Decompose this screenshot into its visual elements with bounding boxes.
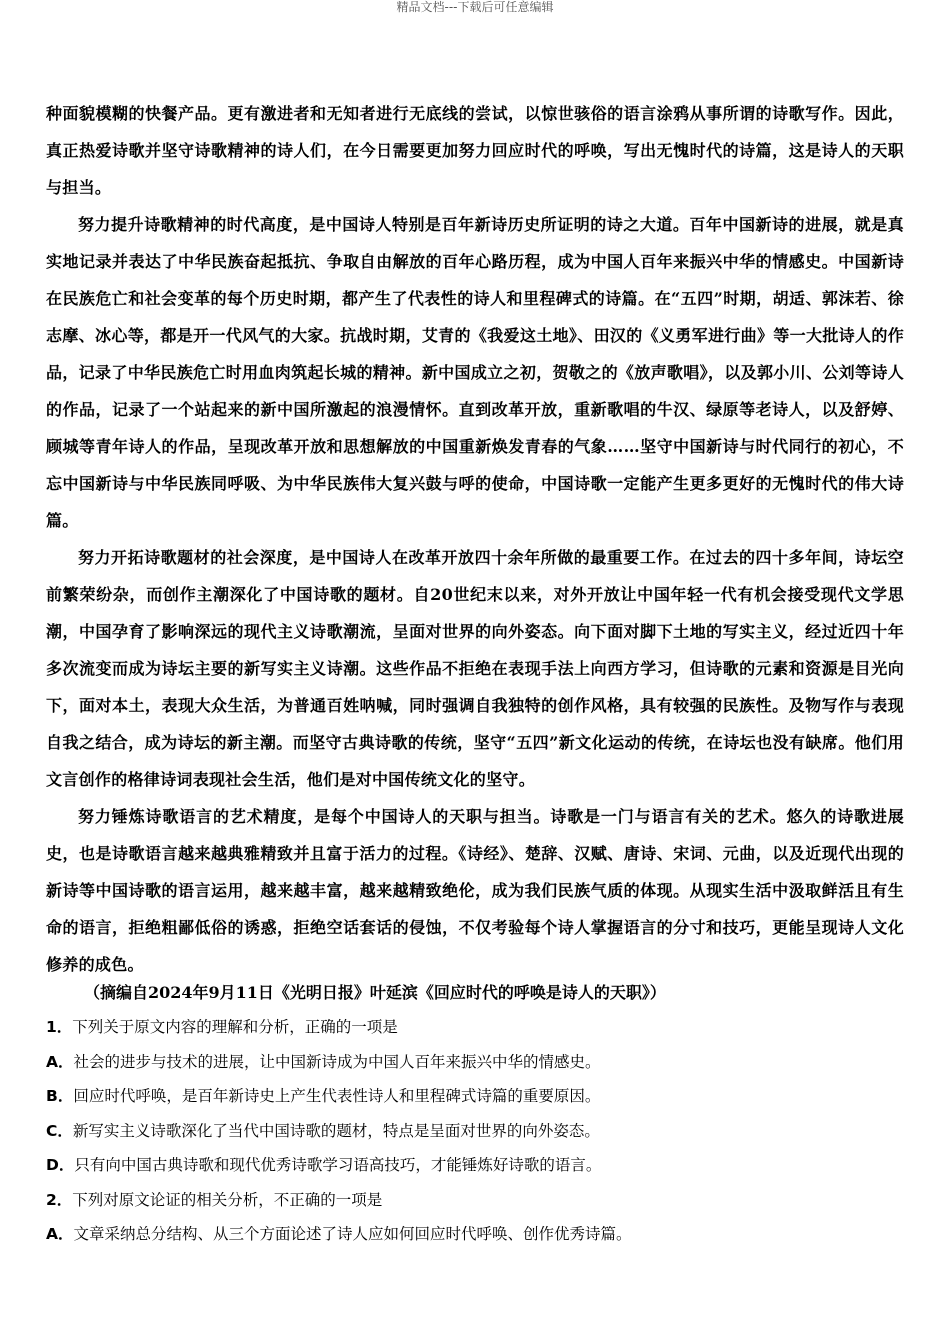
question-stem — [46, 1010, 904, 1045]
option-letter: C． — [46, 1121, 73, 1140]
page-header: 精品文档---下载后可任意编辑 — [396, 0, 554, 14]
option-letter: B． — [46, 1087, 74, 1105]
option-text: 文章采纳总分结构、从三个方面论述了诗人应如何回应时代呼唤、创作优秀诗篇。 — [73, 1225, 632, 1243]
article-paragraph: 努力锤炼诗歌语言的艺术精度，是每个中国诗人的天职与担当。诗歌是一门与语言有关的艺术。悠久的诗歌进展史，也是诗歌语言越来越典雅精致并且富于活力的过程。《诗经》、楚辞、汉赋、唐诗、宋词、元曲，以及近现代出现的新诗等中国诗歌的语言运用，越来越丰富，越来越精致绝伦，成为我们民族气质的体现。从现实生活中汲取鲜活且有生命的语言，拒绝粗鄙低俗的诱惑，拒绝空话套话的侵蚀，不仅考验每个诗人掌握语言的分寸和技巧，更能呈现诗人文化修养的成色。 — [46, 807, 904, 974]
question-text: 下列关于原文内容的理解和分析，正确的一项是 — [72, 1018, 398, 1036]
question-stem — [46, 1183, 904, 1218]
question-number: 2． — [46, 1190, 73, 1209]
question-number: 1． — [46, 1018, 73, 1036]
option-text: 只有向中国古典诗歌和现代优秀诗歌学习语高技巧，才能锤炼好诗歌的语言。 — [74, 1156, 602, 1174]
option-text: 新写实主义诗歌深化了当代中国诗歌的题材，特点是呈面对世界的向外姿态。 — [72, 1121, 600, 1140]
article-source: （摘编自2024年9月11日《光明日报》叶延滨《回应时代的呼唤是诗人的天职》） — [84, 983, 666, 1002]
answer-option — [46, 1114, 904, 1149]
answer-option — [46, 1079, 904, 1114]
option-text: 回应时代呼唤，是百年新诗史上产生代表性诗人和里程碑式诗篇的重要原因。 — [73, 1087, 601, 1105]
option-text: 社会的进步与技术的进展，让中国新诗成为中国人百年来振兴中华的情感史。 — [73, 1052, 601, 1071]
article-paragraph: 努力提升诗歌精神的时代高度，是中国诗人特别是百年新诗历史所证明的诗之大道。百年中国新诗的进展，就是真实地记录并表达了中华民族奋起抵抗、争取自由解放的百年心路历程，成为中国人百年来振兴中华的情感史。中国新诗在民族危亡和社会变革的每个历史时期，都产生了代表性的诗人和里程碑式的诗篇。在“五四”时期，胡适、郭沫若、徐志摩、冰心等，都是开一代风气的大家。抗战时期，艾青的《我爱这土地》、田汉的《义勇军进行曲》等一大批诗人的作品，记录了中华民族危亡时用血肉筑起长城的精神。新中国成立之初，贺敬之的《放声歌唱》，以及郭小川、公刘等诗人的作品，记录了一个站起来的新中国所激起的浪漫情怀。直到改革开放，重新歌唱的牛汉、绿原等老诗人，以及舒婷、顾城等青年诗人的作品，呈现改革开放和思想解放的中国重新焕发青春的气象……坚守中国新诗与时代同行的初心，不忘中国新诗与中华民族同呼吸、为中华民族伟大复兴鼓与呼的使命，中国诗歌一定能产生更多更好的无愧时代的伟大诗篇。 — [46, 215, 904, 530]
article-paragraph: 努力开拓诗歌题材的社会深度，是中国诗人在改革开放四十余年所做的最重要工作。在过去的四十多年间，诗坛空前繁荣纷杂，而创作主潮深化了中国诗歌的题材。自20世纪末以来，对外开放让中国年轻一代有机会接受现代文学思潮，中国孕育了影响深远的现代主义诗歌潮流，呈面对世界的向外姿态。向下面对脚下土地的写实主义，经过近四十年多次流变而成为诗坛主要的新写实主义诗潮。这些作品不拒绝在表现手法上向西方学习，但诗歌的元素和资源是目光向下，面对本土，表现大众生活，为普通百姓呐喊，同时强调自我独特的创作风格，具有较强的民族性。及物写作与表现自我之结合，成为诗坛的新主潮。而坚守古典诗歌的传统，坚守“五四”新文化运动的传统，在诗坛也没有缺席。他们用文言创作的格律诗词表现社会生活，他们是对中国传统文化的坚守。 — [46, 548, 904, 789]
option-letter: A． — [46, 1052, 74, 1071]
question-section — [46, 1010, 904, 1252]
answer-option — [46, 1217, 904, 1252]
option-letter: A． — [46, 1225, 74, 1243]
question-text: 下列对原文论证的相关分析，不正确的一项是 — [72, 1190, 383, 1209]
article-body — [46, 95, 904, 983]
article-paragraph: 种面貌模糊的快餐产品。更有激进者和无知者进行无底线的尝试，以惊世骇俗的语言涂鸦从事所谓的诗歌写作。因此，真正热爱诗歌并坚守诗歌精神的诗人们，在今日需要更加努力回应时代的呼唤，写出无愧时代的诗篇，这是诗人的天职与担当。 — [46, 104, 904, 197]
option-letter: D． — [46, 1156, 75, 1174]
answer-option — [46, 1148, 904, 1183]
answer-option — [46, 1045, 904, 1080]
